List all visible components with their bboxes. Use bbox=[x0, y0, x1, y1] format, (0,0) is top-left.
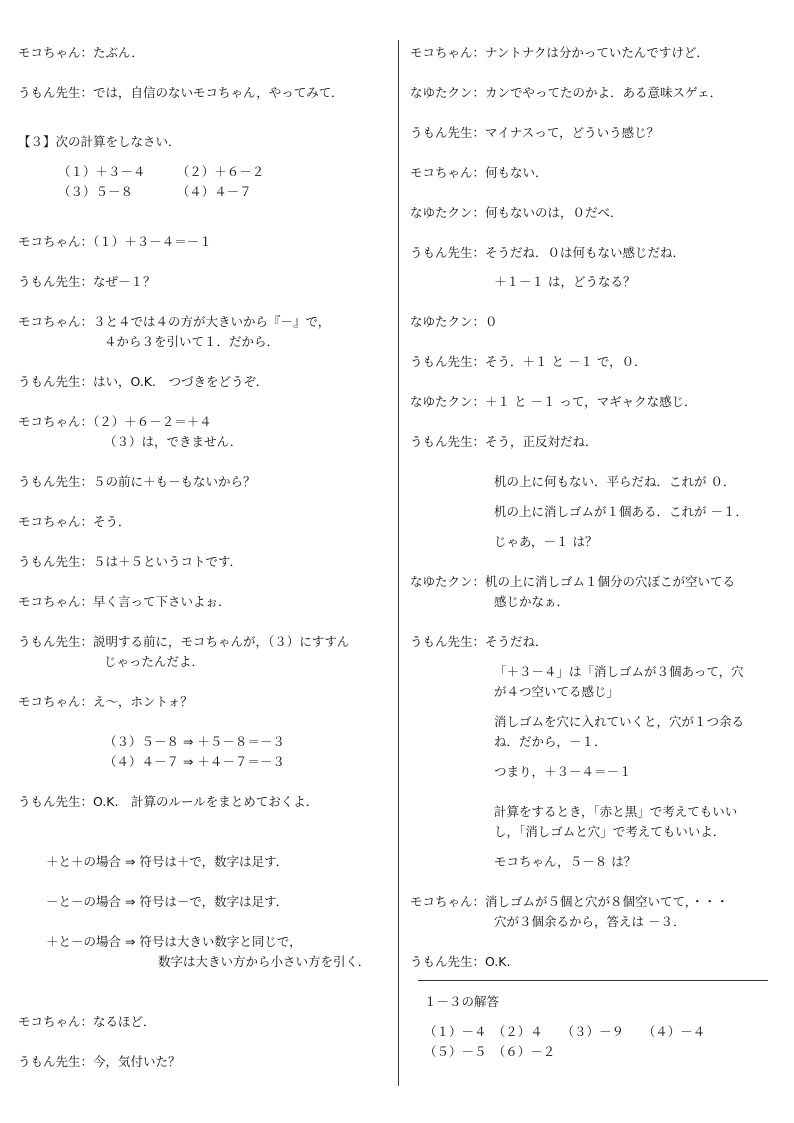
right-text-line: つまり，＋３－４＝－１ bbox=[494, 764, 632, 779]
left-text-line: モコちゃん：（１）＋３－４＝－１ bbox=[18, 234, 212, 249]
left-text-line: うもん先生：説明する前に，モコちゃんが，（３）にすすん bbox=[18, 634, 350, 649]
left-text-line: うもん先生：はい，O.K. つづきをどうぞ． bbox=[18, 374, 269, 389]
left-text-line: （３）５－８ （４）４－７ bbox=[58, 184, 252, 199]
right-text-line: 感じかなぁ． bbox=[494, 594, 570, 609]
right-text-line: なゆたクン：何もないのは，０だべ． bbox=[410, 205, 623, 220]
right-text-line: なゆたクン：カンでやってたのかよ．ある意味スゲェ． bbox=[410, 85, 723, 100]
left-text-line: －と－の場合 ⇒ 符号は－で，数字は足す． bbox=[46, 894, 289, 909]
left-text-line: モコちゃん：なるほど． bbox=[18, 1014, 156, 1029]
right-text-line: （１）－４ （２）４ （３）－９ （４）－４ bbox=[424, 1024, 706, 1039]
left-text-line: うもん先生：では，自信のないモコちゃん，やってみて． bbox=[18, 85, 344, 100]
left-text-line: うもん先生：O.K. 計算のルールをまとめておくよ． bbox=[18, 794, 319, 809]
right-text-line: 机の上に何もない．平らだね．これが ０． bbox=[494, 474, 736, 489]
right-text-line: うもん先生：そう，正反対だね． bbox=[410, 434, 598, 449]
left-text-line: 【３】次の計算をしなさい． bbox=[18, 134, 181, 149]
left-text-line: モコちゃん：え～，ホントォ？ bbox=[18, 694, 193, 709]
right-text-line: モコちゃん，５－８ は？ bbox=[494, 854, 637, 869]
left-text-line: うもん先生：今，気付いた？ bbox=[18, 1054, 181, 1069]
right-text-line: うもん先生：マイナスって，どういう感じ？ bbox=[410, 125, 660, 140]
right-text-line: うもん先生：O.K. bbox=[410, 954, 511, 969]
left-text-line: ＋と－の場合 ⇒ 符号は大きい数字と同じで， bbox=[46, 934, 302, 949]
right-text-line: うもん先生：そう．＋１ と －１ で，０． bbox=[410, 354, 647, 369]
right-text-line: 机の上に消しゴムが１個ある．これが －１． bbox=[494, 504, 748, 519]
left-text-line: モコちゃん：たぶん． bbox=[18, 45, 144, 60]
right-text-line: モコちゃん：ナントナクは分かっていたんですけど． bbox=[410, 45, 709, 60]
right-text-line: ね．だから，－１． bbox=[494, 734, 607, 749]
right-text-line: モコちゃん：何もない． bbox=[410, 165, 548, 180]
right-text-line: うもん先生：そうだね． bbox=[410, 634, 548, 649]
left-text-line: （４）４－７ ⇒ ＋４－７＝－３ bbox=[104, 754, 285, 769]
left-text-line: （３）５－８ ⇒ ＋５－８＝－３ bbox=[104, 734, 285, 749]
left-text-line: モコちゃん：そう． bbox=[18, 514, 131, 529]
right-text-line: うもん先生：そうだね．０は何もない感じだね． bbox=[410, 245, 686, 260]
left-text-line: （３）は，できません． bbox=[104, 434, 243, 449]
column-divider bbox=[398, 40, 399, 1086]
left-text-line: うもん先生：５は＋５というコトです． bbox=[18, 554, 243, 569]
answer-separator bbox=[418, 980, 768, 981]
right-text-line: が４つ空いてる感じ」 bbox=[494, 684, 620, 699]
right-text-line: 計算をするとき，「赤と黒」で考えてもいい bbox=[494, 804, 738, 819]
right-text-line: （５）－５ （６）－２ bbox=[424, 1044, 556, 1059]
right-text-line: なゆたクン：０ bbox=[410, 314, 498, 329]
left-text-line: ＋と＋の場合 ⇒ 符号は＋で，数字は足す． bbox=[46, 854, 289, 869]
right-text-line: ＋１－１ は，どうなる？ bbox=[494, 274, 636, 289]
left-text-line: モコちゃん：早く言って下さいよぉ． bbox=[18, 594, 231, 609]
left-text-line: モコちゃん：（２）＋６－２＝＋４ bbox=[18, 414, 212, 429]
right-text-line: なゆたクン：＋１ と －１ って，マギャクな感じ． bbox=[410, 394, 697, 409]
left-text-line: モコちゃん：３と４では４の方が大きいから『－』で， bbox=[18, 314, 331, 329]
right-text-line: じゃあ，－１ は？ bbox=[494, 534, 598, 549]
left-text-line: 数字は大きい方から小さい方を引く． bbox=[158, 954, 371, 969]
right-text-line: １－３の解答 bbox=[424, 994, 500, 1009]
left-text-line: ４から３を引いて１．だから． bbox=[104, 334, 280, 349]
right-text-line: 「＋３－４」は「消しゴムが３個あって，穴 bbox=[494, 664, 744, 679]
left-text-line: うもん先生：５の前に＋も－もないから？ bbox=[18, 474, 256, 489]
left-text-line: （１）＋３－４ （２）＋６－２ bbox=[58, 164, 265, 179]
right-text-line: し，「消しゴムと穴」で考えてもいいよ． bbox=[494, 824, 726, 839]
right-text-line: モコちゃん：消しゴムが５個と穴が８個空いてて，・・・ bbox=[410, 894, 729, 909]
right-text-line: 穴が３個余るから，答えは －３． bbox=[494, 914, 686, 929]
left-text-line: じゃったんだよ． bbox=[104, 654, 205, 669]
right-text-line: なゆたクン：机の上に消しゴム１個分の穴ぼこが空いてる bbox=[410, 574, 736, 589]
left-text-line: うもん先生：なぜ－１？ bbox=[18, 274, 156, 289]
right-text-line: 消しゴムを穴に入れていくと，穴が１つ余る bbox=[494, 714, 745, 729]
